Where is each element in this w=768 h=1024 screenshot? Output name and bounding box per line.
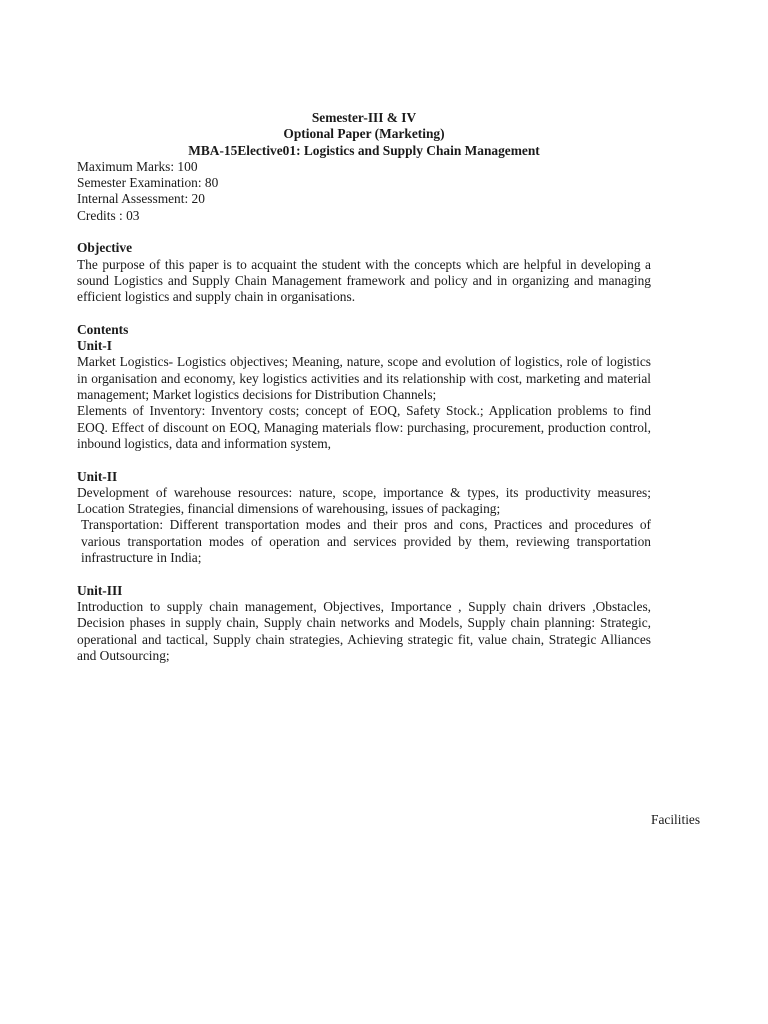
unit-2-paragraph-2: Transportation: Different transportation modes and their pros and cons, Practices and procedures of various transportation modes of operation and services provided by them, reviewing transportation infrastructure in India; <box>81 517 651 566</box>
max-marks: Maximum Marks: 100 <box>77 158 198 174</box>
unit-3-paragraph-1: Introduction to supply chain management, Objectives, Importance , Supply chain drivers ,Obstacles, Decision phases in supply chain, Supply chain networks and Models, Supply chain planning: Strategic, operational and tactical, Supply chain strategies, Achieving strategic fit, value chain, Strategic Alliances and Outsourcing; <box>77 598 651 663</box>
unit-1-paragraph-1: Market Logistics- Logistics objectives; Meaning, nature, scope and evolution of logistics, role of logistics in organisation and economy, key logistics activities and its relationship with cost, marketing and material management; Market logistics decisions for Distribution Channels; <box>77 354 651 403</box>
credits: Credits : 03 <box>77 207 140 223</box>
unit-3-heading: Unit-III <box>77 582 123 598</box>
document-page <box>77 110 651 664</box>
paper-type-title: Optional Paper (Marketing) <box>283 126 445 142</box>
objective-text: The purpose of this paper is to acquaint the student with the concepts which are helpful in developing a sound Logistics and Supply Chain Management framework and policy and in organizing and managing efficient logistics and supply chain in organisations. <box>77 256 651 305</box>
internal-assessment-marks: Internal Assessment: 20 <box>77 191 205 207</box>
semester-title: Semester-III & IV <box>311 110 417 125</box>
objective-heading: Objective <box>77 240 133 256</box>
facilities-note: Facilities <box>651 812 701 827</box>
course-title: MBA-15Elective01: Logistics and Supply Chain Management <box>188 142 540 158</box>
semester-exam-marks: Semester Examination: 80 <box>77 175 219 191</box>
unit-1-heading: Unit-I <box>77 338 112 354</box>
unit-2-heading: Unit-II <box>77 468 118 484</box>
unit-2-paragraph-1: Development of warehouse resources: nature, scope, importance & types, its productivity measures; Location Strategies, financial dimensions of warehousing, issues of packaging; <box>77 484 651 517</box>
contents-heading: Contents <box>77 321 129 337</box>
unit-1-paragraph-2: Elements of Inventory: Inventory costs; concept of EOQ, Safety Stock.; Application problems to find EOQ. Effect of discount on EOQ, Managing materials flow: purchasing, procurement, production control, inbound logistics, data and information system, <box>77 403 651 451</box>
